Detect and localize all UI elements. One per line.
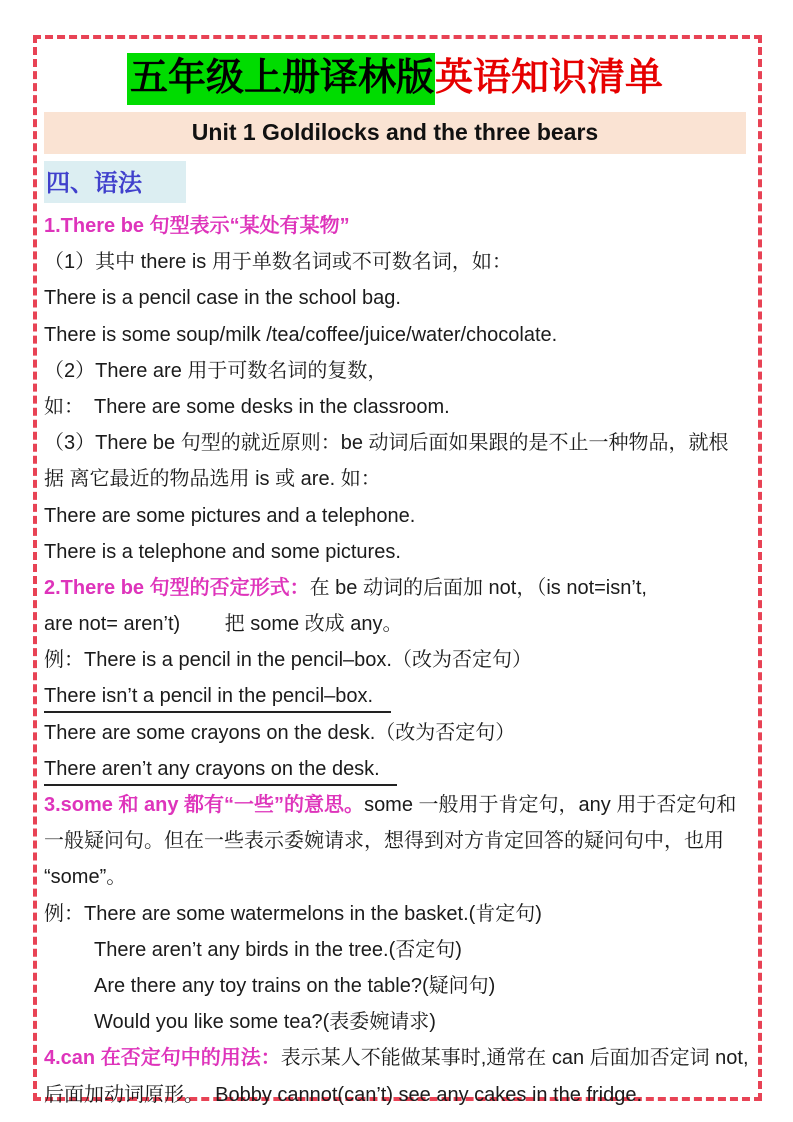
grammar-point-heading: 4.can 在否定句中的用法：	[44, 1047, 281, 1070]
content-line	[44, 461, 746, 497]
content-line	[44, 1040, 749, 1076]
content-line	[44, 715, 746, 751]
body-text: There aren’t any birds in the tree.(否定句)	[94, 938, 462, 961]
body-text: 如： There are some desks in the classroom.	[44, 395, 450, 418]
body-text: 例：There are some watermelons in the basket.(肯定句)	[44, 902, 542, 925]
page-frame	[33, 35, 762, 1106]
content-lines	[44, 208, 749, 1113]
answer-underlined-sentence: There aren’t any crayons on the desk.	[44, 754, 397, 786]
page-title	[44, 53, 746, 103]
content-line	[44, 823, 746, 859]
unit-banner: Unit 1 Goldilocks and the three bears	[44, 112, 746, 154]
body-text: （2）There are 用于可数名词的复数，	[44, 359, 388, 382]
body-text: （1）其中 there is 用于单数名词或不可数名词，如：	[44, 251, 512, 274]
content-line	[44, 606, 746, 642]
content-line	[44, 244, 746, 280]
content-line	[44, 353, 746, 389]
body-text: Are there any toy trains on the table?(疑问句)	[94, 974, 496, 997]
content-line	[44, 389, 746, 425]
content-line	[44, 534, 746, 570]
body-text: There are some pictures and a telephone.	[44, 504, 416, 527]
content-line	[44, 896, 746, 932]
body-text: 表示某人不能做某事时,通常在 can 后面加否定词 not,	[280, 1047, 749, 1070]
section-heading-grammar: 四、语法	[44, 161, 186, 203]
body-text: There is some soup/milk /tea/coffee/juice/water/chocolate.	[44, 323, 558, 346]
content-line	[44, 1077, 746, 1113]
grammar-point-heading: 2.There be 句型的否定形式：	[44, 576, 310, 599]
content-line	[44, 932, 746, 968]
body-text: “some”。	[44, 866, 127, 889]
content-line	[44, 968, 746, 1004]
content-line	[44, 787, 746, 823]
body-text: 例：There is a pencil in the pencil–box.（改为否定句）	[44, 649, 532, 672]
answer-underlined-sentence: There isn’t a pencil in the pencil–box.	[44, 681, 391, 713]
content-line	[44, 678, 746, 714]
body-text: 据 离它最近的物品选用 is 或 are. 如：	[44, 468, 381, 491]
body-text: 一般疑问句。但在一些表示委婉请求，想得到对方肯定回答的疑问句中，也用	[44, 830, 724, 853]
content-line	[44, 859, 746, 895]
body-text: There are some crayons on the desk.（改为否定句）	[44, 721, 516, 744]
content-line	[44, 1004, 746, 1040]
body-text: 在 be 动词的后面加 not，（is not=isn’t,	[309, 576, 647, 599]
title-subject-text: 英语知识清单	[435, 57, 664, 99]
body-text: There is a pencil case in the school bag.	[44, 287, 401, 310]
content-line	[44, 751, 746, 787]
body-text: There is a telephone and some pictures.	[44, 540, 401, 563]
content-line	[44, 425, 746, 461]
grammar-point-heading: 3.some 和 any 都有“一些”的意思。	[44, 794, 365, 816]
content-line	[44, 570, 746, 606]
content-line	[44, 642, 746, 678]
content-line	[44, 208, 746, 244]
body-text: 后面加动词原形。 Bobby cannot(can’t) see any cakes in the fridge.	[44, 1083, 643, 1106]
body-text: Would you like some tea?(表委婉请求)	[94, 1011, 436, 1034]
body-text: are not= aren’t) 把 some 改成 any。	[44, 613, 403, 636]
content-line	[44, 498, 746, 534]
body-text: （3）There be 句型的就近原则：be 动词后面如果跟的是不止一种物品，就根	[44, 432, 729, 455]
body-text: some 一般用于肯定句，any 用于否定句和	[364, 794, 737, 816]
grammar-point-heading: 1.There be 句型表示“某处有某物”	[44, 215, 350, 237]
content-line	[44, 317, 746, 353]
title-grade-highlight: 五年级上册译林版	[127, 53, 435, 105]
content-line	[44, 280, 746, 316]
